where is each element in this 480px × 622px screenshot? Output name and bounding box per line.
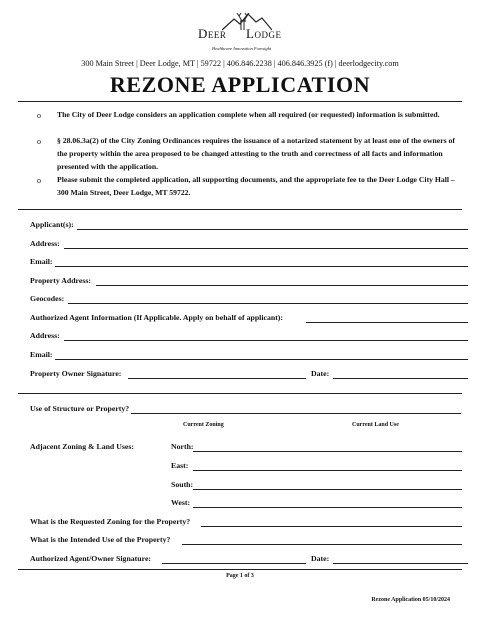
page-number: Page 1 of 3 [226,573,254,579]
property-address-label: Property Address: [30,276,92,285]
west-label: West: [171,498,191,507]
header-divider [18,101,462,102]
south-field[interactable] [193,489,462,490]
geocodes-label: Geocodes: [30,294,65,303]
form-id: Rezone Application 05/10/2024 [371,597,450,603]
page-title: REZONE APPLICATION [109,72,371,97]
footer-divider [18,569,462,570]
east-label: East: [171,461,189,470]
agent-date-field[interactable] [333,563,468,564]
bullet-marker: o [37,137,41,146]
logo-tagline: Healthcare Innovation Foresight [212,46,272,51]
geocodes-field[interactable] [68,303,468,304]
south-label: South: [171,480,194,489]
agent-info-field[interactable] [306,322,468,323]
contact-info: 300 Main Street | Deer Lodge, MT | 59722 | 406.846.2238 | 406.846.3925 (f) | deerlodgecity.com [81,59,399,68]
instruction-item: The City of Deer Lodge considers an application complete when all required (or requested) information is submitted. [57,110,440,119]
north-field[interactable] [193,451,462,452]
logo-word-deer: Deer [198,26,227,41]
logo-word-lodge: Lodge [246,26,282,41]
agent-address-field[interactable] [64,340,468,341]
requested-zoning-label: What is the Requested Zoning for the Property? [30,517,191,526]
east-field[interactable] [193,470,462,471]
agent-signature-label: Authorized Agent/Owner Signature: [30,554,151,563]
section-divider [18,393,462,394]
adjacent-zoning-label: Adjacent Zoning & Land Uses: [30,442,134,451]
owner-date-field[interactable] [333,378,468,379]
agent-email-field[interactable] [55,359,468,360]
use-of-structure-label: Use of Structure or Property? [30,404,130,413]
address-label: Address: [30,239,60,248]
email-field[interactable] [55,266,468,267]
owner-signature-field[interactable] [128,378,306,379]
applicants-label: Applicant(s): [30,220,74,229]
address-field[interactable] [64,248,468,249]
agent-info-label: Authorized Agent Information (If Applicable. Apply on behalf of applicant): [30,313,283,322]
owner-date-label: Date: [311,369,330,378]
intended-use-field[interactable] [182,544,462,545]
bullet-marker: o [37,111,41,120]
owner-signature-label: Property Owner Signature: [30,369,122,378]
applicants-field[interactable] [77,229,468,230]
use-of-structure-field[interactable] [131,413,461,414]
bullet-marker: o [37,176,41,185]
north-label: North: [171,442,194,451]
west-field[interactable] [193,507,462,508]
city-logo [196,10,286,58]
agent-date-label: Date: [311,554,330,563]
agent-email-label: Email: [30,350,53,359]
requested-zoning-field[interactable] [201,526,462,527]
current-zoning-header: Current Zoning [183,422,224,428]
property-address-field[interactable] [96,285,468,286]
agent-address-label: Address: [30,331,60,340]
instruction-item: Please submit the completed application, all supporting documents, and the appropriate fee to the Deer Lodge City Hall – 300 Main Street, Deer Lodge, MT 59722. [57,175,455,197]
agent-signature-field[interactable] [162,563,306,564]
instruction-item: § 28.06.3a(2) of the City Zoning Ordinances requires the issuance of a notarized statement by at least one of the owners of the property within the area proposed to be changed attesting to the truth and correctness of all facts and information presented with the application. [57,136,455,171]
current-land-use-header: Current Land Use [352,422,399,428]
section-divider [18,209,462,210]
email-label: Email: [30,257,53,266]
intended-use-label: What is the Intended Use of the Property? [30,535,171,544]
